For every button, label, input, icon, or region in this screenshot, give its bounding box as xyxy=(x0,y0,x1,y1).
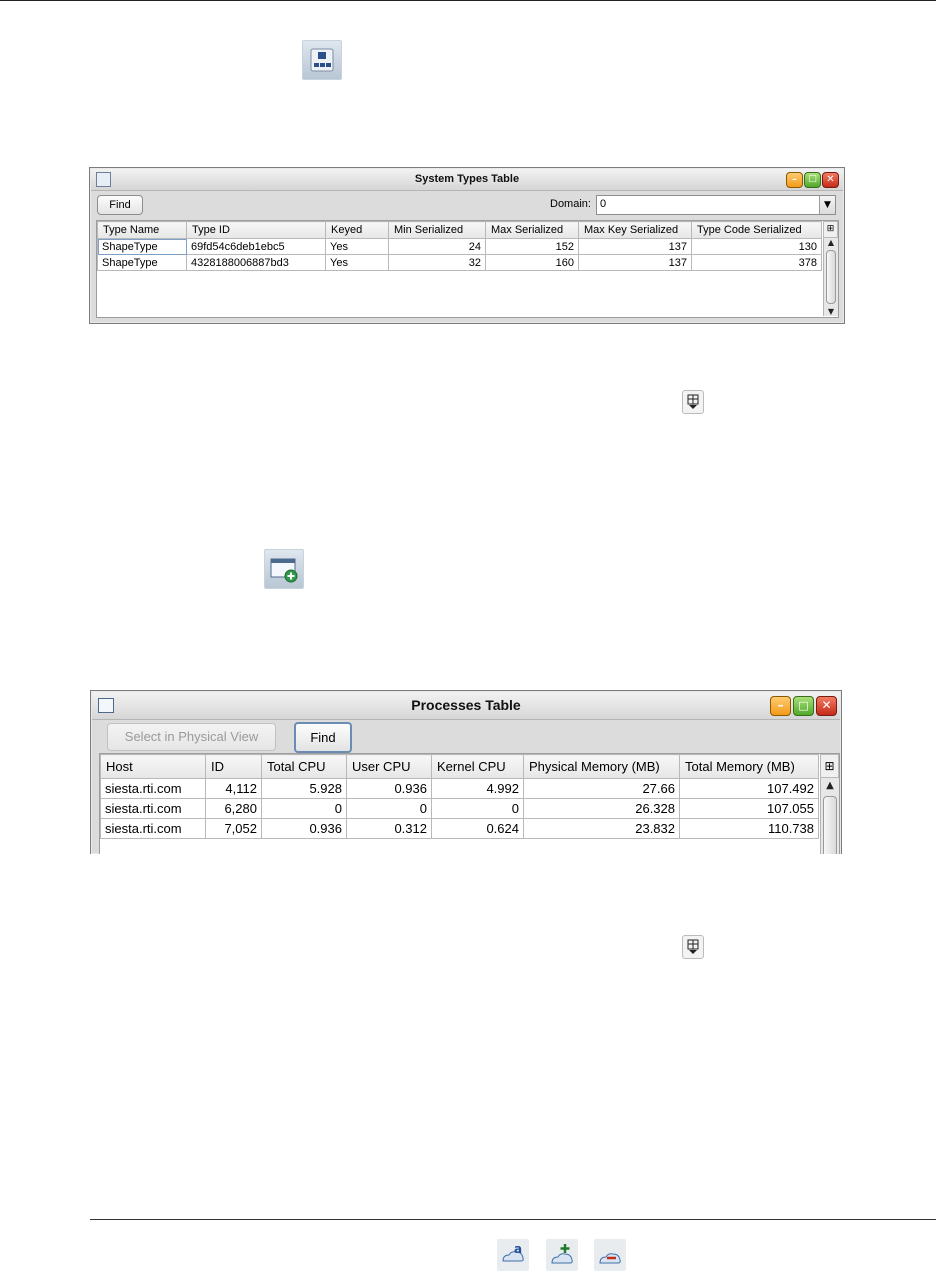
scroll-up-icon[interactable]: ▲ xyxy=(826,780,834,791)
cloud-a-icon xyxy=(497,1239,529,1271)
scroll-down-icon[interactable]: ▼ xyxy=(827,307,835,316)
cell: 24 xyxy=(389,239,486,255)
cell: 152 xyxy=(486,239,579,255)
cell: 23.832 xyxy=(524,819,680,839)
cell: 130 xyxy=(692,239,822,255)
column-header[interactable]: Total Memory (MB) xyxy=(680,755,819,779)
chevron-down-icon[interactable]: ▼ xyxy=(819,196,835,214)
find-button[interactable]: Find xyxy=(294,722,352,753)
cell: siesta.rti.com xyxy=(101,819,206,839)
column-header[interactable]: Type Name xyxy=(98,222,187,239)
processes-table-area xyxy=(99,753,840,854)
column-chooser-icon xyxy=(682,390,704,414)
system-types-icon xyxy=(302,40,342,80)
window-title: System Types Table xyxy=(414,173,520,185)
vertical-scrollbar[interactable] xyxy=(823,238,838,316)
cell: 7,052 xyxy=(206,819,262,839)
cell: 0.936 xyxy=(347,779,432,799)
minimize-button[interactable]: – xyxy=(770,696,791,716)
domain-select[interactable] xyxy=(596,195,836,215)
column-header[interactable]: Min Serialized xyxy=(389,222,486,239)
window-app-icon xyxy=(98,698,114,713)
cell: 0 xyxy=(432,799,524,819)
close-button[interactable]: ✕ xyxy=(822,172,839,188)
window-app-icon xyxy=(96,172,111,187)
processes-icon xyxy=(264,549,304,589)
column-chooser-icon[interactable]: ⊞ xyxy=(820,754,839,778)
cell: siesta.rti.com xyxy=(101,779,206,799)
cell: siesta.rti.com xyxy=(101,799,206,819)
cloud-plus-icon xyxy=(546,1239,578,1271)
cell: 6,280 xyxy=(206,799,262,819)
table-row[interactable] xyxy=(101,799,819,819)
table-row[interactable] xyxy=(98,255,822,271)
cell: 137 xyxy=(579,255,692,271)
cell: 137 xyxy=(579,239,692,255)
table-row[interactable] xyxy=(101,779,819,799)
cell: 32 xyxy=(389,255,486,271)
vertical-scrollbar[interactable] xyxy=(820,778,839,854)
cell: 0 xyxy=(262,799,347,819)
column-header[interactable]: Max Key Serialized xyxy=(579,222,692,239)
cell: 378 xyxy=(692,255,822,271)
column-header[interactable]: Kernel CPU xyxy=(432,755,524,779)
cell: 26.328 xyxy=(524,799,680,819)
cell: 0 xyxy=(347,799,432,819)
cell: 5.928 xyxy=(262,779,347,799)
column-header[interactable]: User CPU xyxy=(347,755,432,779)
processes-window xyxy=(90,690,842,854)
scroll-thumb[interactable] xyxy=(823,796,837,854)
cell: 27.66 xyxy=(524,779,680,799)
system-types-window xyxy=(89,167,845,324)
cell: 4,112 xyxy=(206,779,262,799)
column-header[interactable]: Type Code Serialized xyxy=(692,222,822,239)
table-row[interactable] xyxy=(101,819,819,839)
column-header[interactable]: ID xyxy=(206,755,262,779)
cell: 4328188006887bd3 xyxy=(187,255,326,271)
domain-value: 0 xyxy=(600,198,607,210)
cell: ShapeType xyxy=(98,239,187,255)
maximize-button[interactable]: □ xyxy=(793,696,814,716)
cell: 0.936 xyxy=(262,819,347,839)
column-chooser-icon xyxy=(682,935,704,959)
column-header[interactable]: Physical Memory (MB) xyxy=(524,755,680,779)
cell: 107.055 xyxy=(680,799,819,819)
column-header[interactable]: Host xyxy=(101,755,206,779)
cell: 0.312 xyxy=(347,819,432,839)
table-row[interactable] xyxy=(98,239,822,255)
svg-text:a: a xyxy=(514,1242,523,1256)
column-header[interactable]: Keyed xyxy=(326,222,389,239)
close-button[interactable]: ✕ xyxy=(816,696,837,716)
cell: Yes xyxy=(326,255,389,271)
column-chooser-icon[interactable]: ⊞ xyxy=(823,221,838,238)
window-title: Processes Table xyxy=(411,697,521,713)
domain-label: Domain: xyxy=(550,198,591,210)
minimize-button[interactable]: – xyxy=(786,172,803,188)
maximize-button[interactable]: □ xyxy=(804,172,821,188)
processes-table xyxy=(100,754,819,839)
cell: 160 xyxy=(486,255,579,271)
cell: 0.624 xyxy=(432,819,524,839)
cell: 69fd54c6deb1ebc5 xyxy=(187,239,326,255)
cell: 110.738 xyxy=(680,819,819,839)
cloud-minus-icon xyxy=(594,1239,626,1271)
column-header[interactable]: Max Serialized xyxy=(486,222,579,239)
column-header[interactable]: Total CPU xyxy=(262,755,347,779)
footer-rule xyxy=(90,1219,936,1220)
top-rule xyxy=(0,0,936,1)
cell: 4.992 xyxy=(432,779,524,799)
system-types-table-area xyxy=(96,220,839,318)
column-header[interactable]: Type ID xyxy=(187,222,326,239)
select-in-physical-view-button[interactable]: Select in Physical View xyxy=(107,723,276,751)
scroll-thumb[interactable] xyxy=(826,250,836,304)
scroll-up-icon[interactable]: ▲ xyxy=(827,238,835,247)
system-types-table xyxy=(97,221,822,271)
find-button[interactable]: Find xyxy=(97,195,143,215)
cell: ShapeType xyxy=(98,255,187,271)
cell: 107.492 xyxy=(680,779,819,799)
cell: Yes xyxy=(326,239,389,255)
